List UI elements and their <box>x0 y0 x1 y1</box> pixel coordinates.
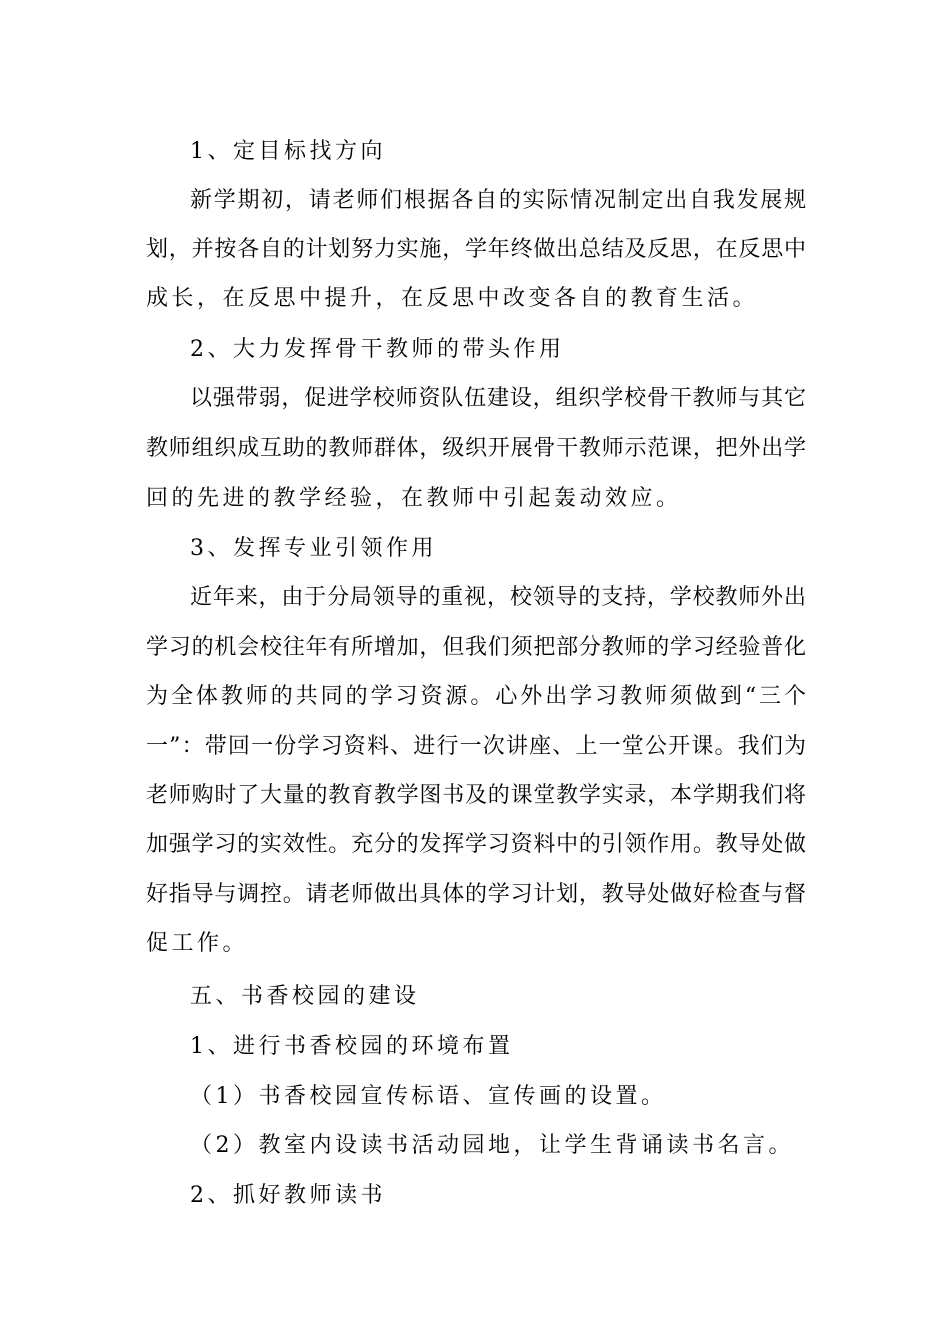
paragraph-line: 近年来，由于分局领导的重视，校领导的支持，学校教师外出 <box>190 585 806 610</box>
paragraph-line: 好指导与调控。请老师做出具体的学习计划，教导处做好检查与督 <box>146 882 806 907</box>
heading-teacher-reading: 2、抓好教师读书 <box>190 1183 386 1208</box>
paragraph-line: 新学期初，请老师们根据各自的实际情况制定出自我发展规 <box>190 188 806 213</box>
paragraph-line: 老师购时了大量的教育教学图书及的课堂教学实录，本学期我们将 <box>146 783 806 808</box>
heading-set-goals: 1、定目标找方向 <box>190 139 386 164</box>
paragraph-line: 教师组织成互助的教师群体，级织开展骨干教师示范课，把外出学 <box>146 436 806 461</box>
paragraph-line: 回的先进的教学经验，在教师中引起轰动效应。 <box>146 486 682 511</box>
paragraph-line: 划，并按各自的计划努力实施，学年终做出总结及反思，在反思中 <box>146 237 806 262</box>
paragraph-line: 以强带弱，促进学校师资队伍建设，组织学校骨干教师与其它 <box>190 386 806 411</box>
heading-backbone-teachers: 2、大力发挥骨干教师的带头作用 <box>190 337 565 362</box>
list-item-reading-corner: （2）教室内设读书活动园地，让学生背诵读书名言。 <box>190 1133 794 1158</box>
paragraph-line: 促工作。 <box>146 931 249 956</box>
heading-campus-environment: 1、进行书香校园的环境布置 <box>190 1034 514 1059</box>
paragraph-line: 为全体教师的共同的学习资源。心外出学习教师须做到“三个 <box>146 684 806 709</box>
list-item-slogans: （1）书香校园宣传标语、宣传画的设置。 <box>190 1084 667 1109</box>
paragraph-line: 加强学习的实效性。充分的发挥学习资料中的引领作用。教导处做 <box>146 832 806 857</box>
paragraph-line: 一”：带回一份学习资料、进行一次讲座、上一堂公开课。我们为 <box>146 734 806 759</box>
paragraph-line: 成长，在反思中提升，在反思中改变各自的教育生活。 <box>146 286 759 311</box>
paragraph-line: 学习的机会校往年有所增加，但我们须把部分教师的学习经验普化 <box>146 635 806 660</box>
section-heading-scholarly-campus: 五、书香校园的建设 <box>190 984 420 1009</box>
heading-professional-guidance: 3、发挥专业引领作用 <box>190 536 437 561</box>
